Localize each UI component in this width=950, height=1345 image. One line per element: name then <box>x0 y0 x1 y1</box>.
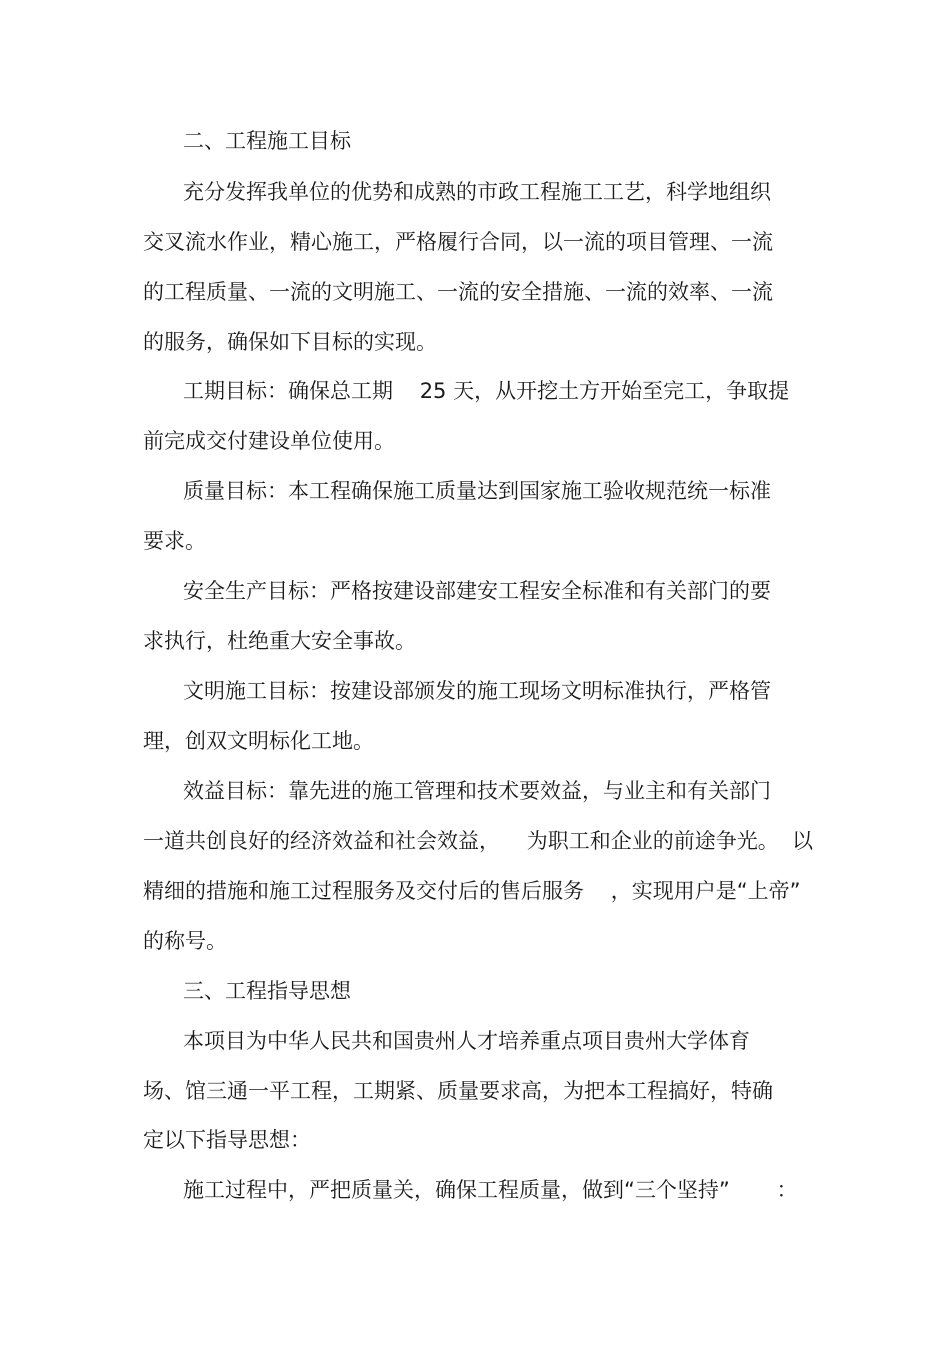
paragraph-line: 的工程质量、一流的文明施工、一流的安全措施、一流的效率、一流 <box>143 280 773 304</box>
paragraph-line: 文明施工目标：按建设部颁发的施工现场文明标准执行，严格管 <box>183 679 771 703</box>
paragraph-line: 一道共创良好的经济效益和社会效益， 为职工和企业的前途争光。 以 <box>143 829 814 853</box>
paragraph-line: 工期目标：确保总工期 25 天，从开挖土方开始至完工，争取提 <box>183 379 790 403</box>
paragraph-line: 要求。 <box>143 529 206 553</box>
paragraph-line: 交叉流水作业，精心施工，严格履行合同，以一流的项目管理、一流 <box>143 230 773 254</box>
section-heading-guiding-ideas: 三、工程指导思想 <box>183 979 351 1003</box>
paragraph-line: 本项目为中华人民共和国贵州人才培养重点项目贵州大学体育 <box>183 1029 750 1053</box>
paragraph-line: 求执行，杜绝重大安全事故。 <box>143 629 416 653</box>
paragraph-line: 充分发挥我单位的优势和成熟的市政工程施工工艺，科学地组织 <box>183 180 771 204</box>
paragraph-line: 安全生产目标：严格按建设部建安工程安全标准和有关部门的要 <box>183 579 771 603</box>
paragraph-line: 精细的措施和施工过程服务及交付后的售后服务 ，实现用户是“上帝” <box>143 879 801 903</box>
paragraph-line: 质量目标：本工程确保施工质量达到国家施工验收规范统一标准 <box>183 479 771 503</box>
paragraph-line: 定以下指导思想： <box>143 1128 311 1152</box>
paragraph-line: 效益目标：靠先进的施工管理和技术要效益，与业主和有关部门 <box>183 779 771 803</box>
paragraph-line: 施工过程中，严把质量关，确保工程质量，做到“三个坚持” ： <box>183 1178 798 1202</box>
paragraph-line: 前完成交付建设单位使用。 <box>143 429 395 453</box>
section-heading-construction-goals: 二、工程施工目标 <box>183 129 351 153</box>
paragraph-line: 理，创双文明标化工地。 <box>143 729 374 753</box>
paragraph-line: 的称号。 <box>143 929 227 953</box>
paragraph-line: 场、馆三通一平工程，工期紧、质量要求高，为把本工程搞好，特确 <box>143 1079 773 1103</box>
paragraph-line: 的服务，确保如下目标的实现。 <box>143 330 437 354</box>
